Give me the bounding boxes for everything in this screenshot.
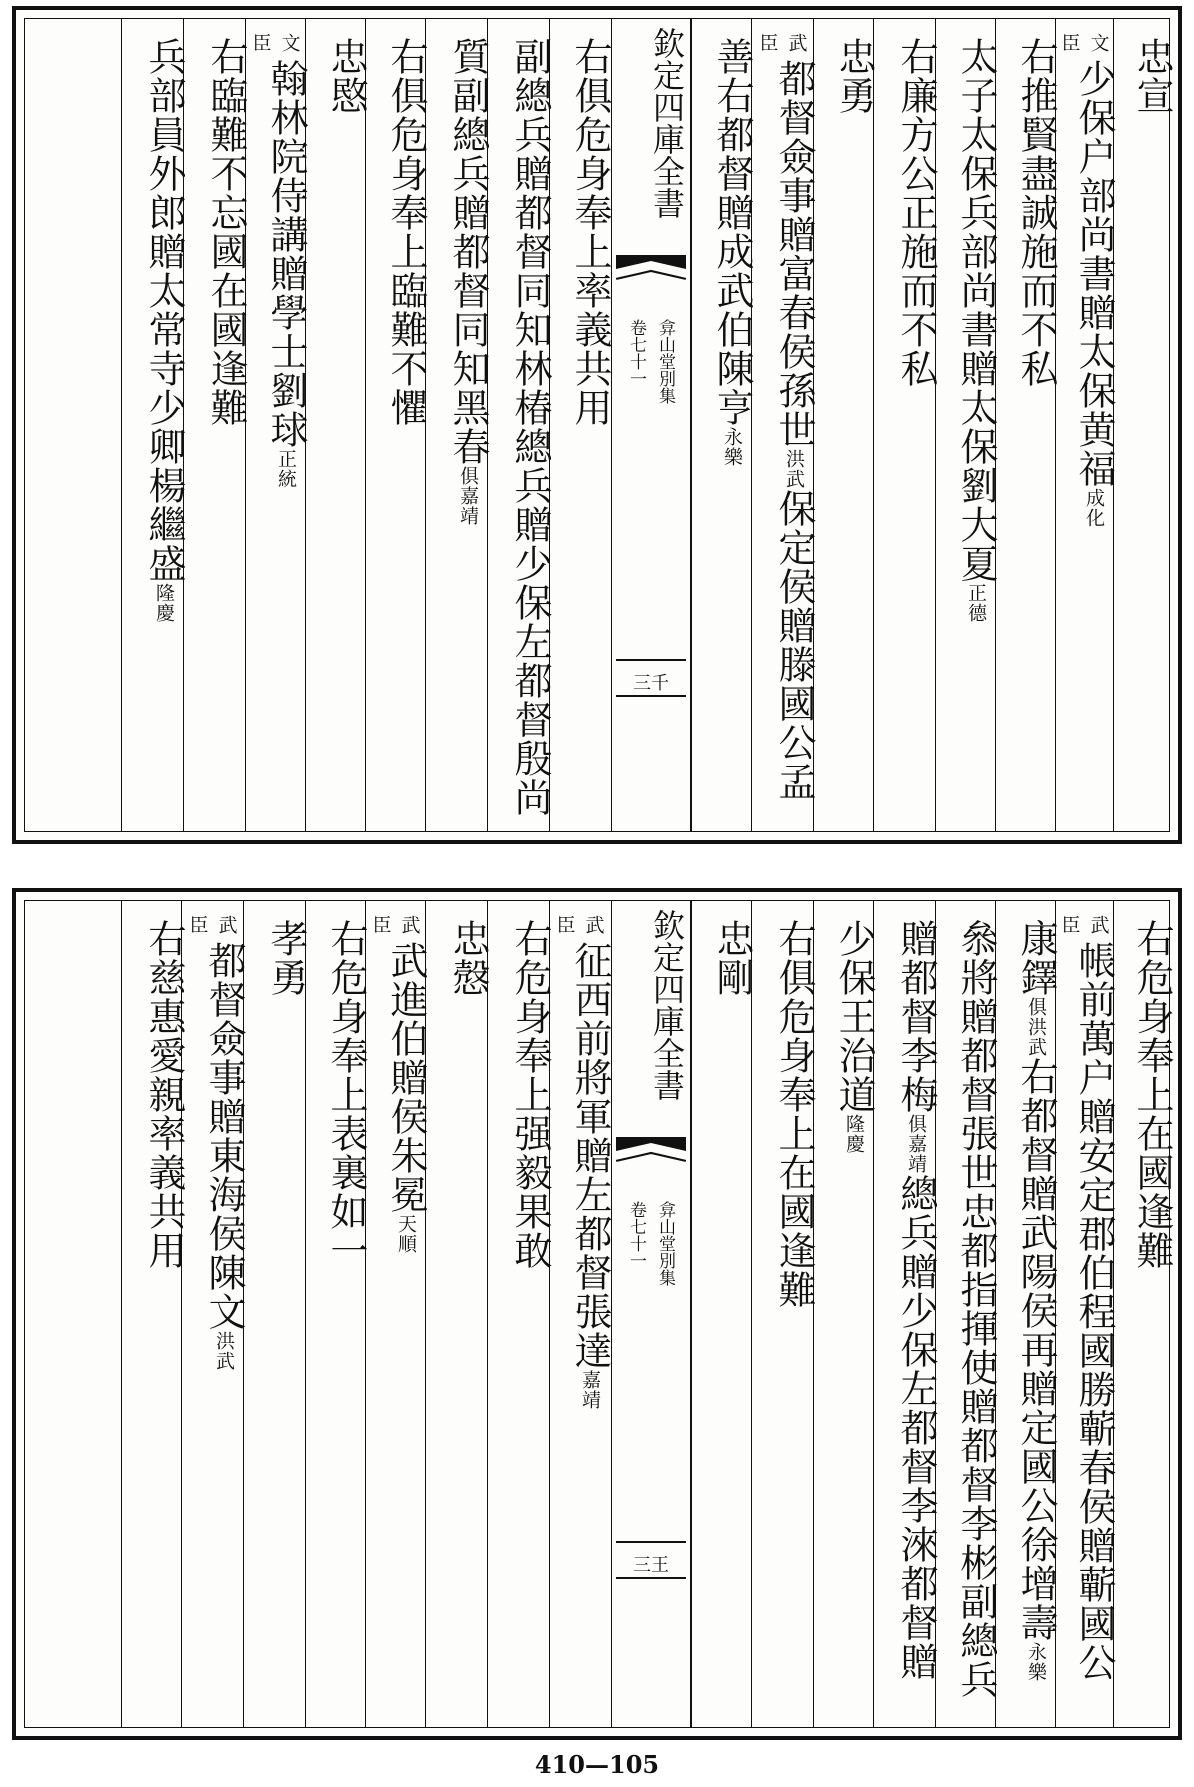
main-text: 善右都督贈成武伯陳亨 bbox=[710, 37, 754, 427]
prefix-char: 武 bbox=[215, 915, 238, 934]
main-text: 忠勇 bbox=[832, 37, 876, 115]
text-column bbox=[935, 901, 998, 1727]
volume-number: 卷七十一 bbox=[626, 1201, 646, 1269]
column-text bbox=[306, 37, 368, 115]
text-column bbox=[365, 901, 428, 1727]
text-column bbox=[691, 19, 754, 831]
column-prefix bbox=[182, 915, 243, 934]
column-text bbox=[936, 919, 998, 1699]
interlinear-note: 成化 bbox=[1083, 488, 1105, 528]
interlinear-note: 俱嘉靖 bbox=[457, 466, 479, 526]
text-column bbox=[549, 19, 612, 831]
banner-title: 欽定四庫全書 bbox=[648, 27, 686, 219]
text-column bbox=[1113, 901, 1174, 1727]
main-text: 贈都督李梅 bbox=[894, 919, 938, 1114]
prefix-char: 臣 bbox=[756, 33, 779, 52]
center-banner bbox=[611, 901, 691, 1727]
column-text bbox=[936, 37, 998, 623]
prefix-char: 臣 bbox=[186, 915, 209, 934]
prefix-char: 臣 bbox=[553, 915, 576, 934]
text-column bbox=[487, 901, 552, 1727]
main-text: 叅將贈都督張世忠都指揮使贈都督李彬副總兵 bbox=[954, 919, 998, 1699]
column-prefix bbox=[246, 33, 305, 52]
column-text bbox=[550, 941, 612, 1410]
prefix-char: 臣 bbox=[249, 33, 272, 52]
main-text: 右廉方公正施而不私 bbox=[894, 37, 938, 388]
text-column bbox=[305, 19, 368, 831]
interlinear-note: 俱洪武 bbox=[1025, 997, 1047, 1057]
column-text bbox=[366, 37, 428, 427]
prefix-char: 武 bbox=[1087, 915, 1110, 934]
column-text bbox=[426, 37, 490, 526]
leaf-rule bbox=[616, 659, 686, 661]
text-column bbox=[691, 901, 754, 1727]
interlinear-note: 洪武 bbox=[213, 1331, 235, 1371]
text-column bbox=[425, 901, 490, 1727]
main-text: 太子太保兵部尚書贈太保劉大夏 bbox=[954, 37, 998, 583]
interlinear-note: 洪武 bbox=[783, 449, 805, 489]
text-column bbox=[549, 901, 612, 1727]
text-column bbox=[995, 19, 1058, 831]
main-text: 武進伯贈侯朱冕 bbox=[384, 941, 428, 1214]
column-prefix bbox=[366, 915, 425, 934]
main-text: 右俱危身奉上臨難不懼 bbox=[384, 37, 428, 427]
text-column bbox=[305, 901, 368, 1727]
text-column bbox=[751, 901, 816, 1727]
column-text bbox=[184, 37, 248, 427]
main-text: 康鐸 bbox=[1014, 919, 1058, 997]
column-text bbox=[550, 37, 612, 427]
column-text bbox=[488, 919, 552, 1270]
bottom-page bbox=[12, 888, 1182, 1740]
text-column bbox=[243, 901, 308, 1727]
text-column bbox=[183, 19, 248, 831]
column-prefix bbox=[752, 33, 813, 52]
main-text: 少保王治道 bbox=[832, 919, 876, 1114]
book-info bbox=[612, 319, 690, 404]
column-text bbox=[752, 919, 816, 1309]
main-text: 右危身奉上强毅果敢 bbox=[508, 919, 552, 1270]
text-column bbox=[935, 19, 998, 831]
top-page bbox=[12, 6, 1182, 844]
column-text bbox=[692, 919, 754, 997]
column-text bbox=[488, 37, 552, 817]
main-text-continued: 總兵贈少保左都督李淶都督贈 bbox=[894, 1174, 938, 1681]
main-text: 忠慤 bbox=[446, 919, 490, 997]
main-text: 忠剛 bbox=[710, 919, 754, 997]
bottom-page-frame bbox=[24, 900, 1174, 1728]
main-text: 右俱危身奉上在國逢難 bbox=[772, 919, 816, 1309]
main-text: 都督僉事贈東海侯陳文 bbox=[202, 941, 246, 1331]
text-column bbox=[365, 19, 428, 831]
text-column bbox=[245, 19, 308, 831]
interlinear-note: 俱嘉靖 bbox=[905, 1114, 927, 1174]
text-column bbox=[1113, 19, 1174, 831]
interlinear-note: 隆慶 bbox=[153, 583, 175, 623]
main-text: 征西前將軍贈左都督張達 bbox=[568, 941, 612, 1370]
main-text: 右慈惠愛親率義共用 bbox=[142, 919, 186, 1270]
column-prefix bbox=[1056, 33, 1113, 52]
empty-column bbox=[61, 19, 121, 831]
text-column bbox=[487, 19, 552, 831]
main-text-continued: 右都督贈武陽侯再贈定國公徐增壽 bbox=[1014, 1057, 1058, 1642]
fish-tail-mark bbox=[616, 1137, 686, 1165]
column-text bbox=[182, 941, 246, 1371]
text-column bbox=[1055, 19, 1116, 831]
column-text bbox=[874, 919, 938, 1681]
column-text bbox=[874, 37, 938, 388]
book-title: 弇山堂別集 bbox=[655, 319, 675, 404]
banner-title: 欽定四庫全書 bbox=[648, 909, 686, 1101]
interlinear-note: 天順 bbox=[395, 1214, 417, 1254]
main-text: 右俱危身奉上率義共用 bbox=[568, 37, 612, 427]
main-text: 右臨難不忘國在國逢難 bbox=[204, 37, 248, 427]
column-text bbox=[246, 59, 308, 489]
main-text: 右推賢盡誠施而不私 bbox=[1014, 37, 1058, 388]
page-code: 410—105 bbox=[534, 1750, 660, 1779]
leaf-rule bbox=[616, 1541, 686, 1543]
column-text bbox=[1056, 59, 1116, 528]
interlinear-note: 正德 bbox=[965, 583, 987, 623]
book-title: 弇山堂別集 bbox=[655, 1201, 675, 1286]
main-text: 忠宣 bbox=[1130, 37, 1174, 115]
leaf-number: 三王 bbox=[633, 1555, 669, 1576]
empty-column bbox=[61, 901, 121, 1727]
interlinear-note: 嘉靖 bbox=[579, 1370, 601, 1410]
column-text bbox=[244, 919, 308, 997]
column-text bbox=[752, 59, 816, 801]
main-text: 孝勇 bbox=[264, 919, 308, 997]
main-text: 帳前萬户贈安定郡伯程國勝蘄春侯贈蘄國公 bbox=[1072, 941, 1116, 1682]
prefix-char: 武 bbox=[582, 915, 605, 934]
text-column bbox=[995, 901, 1058, 1727]
column-text bbox=[814, 37, 876, 115]
prefix-char: 文 bbox=[278, 33, 301, 52]
main-text: 副總兵贈都督同知林椿總兵贈少保左都督殷尚 bbox=[508, 37, 552, 817]
prefix-char: 臣 bbox=[369, 915, 392, 934]
main-text: 忠愍 bbox=[324, 37, 368, 115]
column-text bbox=[996, 37, 1058, 388]
column-text bbox=[1056, 941, 1116, 1682]
column-text bbox=[122, 919, 186, 1270]
book-info bbox=[612, 1201, 690, 1286]
text-column bbox=[873, 901, 938, 1727]
leaf-rule bbox=[616, 1577, 686, 1579]
text-column bbox=[425, 19, 490, 831]
fish-tail-mark bbox=[616, 255, 686, 283]
center-banner bbox=[611, 19, 691, 831]
main-text: 少保户部尚書贈太保黄福 bbox=[1072, 59, 1116, 488]
interlinear-note: 隆慶 bbox=[843, 1114, 865, 1154]
text-column bbox=[121, 19, 186, 831]
main-text-continued: 保定侯贈滕國公孟 bbox=[772, 489, 816, 801]
prefix-char: 武 bbox=[785, 33, 808, 52]
main-text: 質副總兵贈都督同知黑春 bbox=[446, 37, 490, 466]
prefix-char: 武 bbox=[398, 915, 421, 934]
column-prefix bbox=[550, 915, 609, 934]
text-column bbox=[813, 901, 876, 1727]
column-text bbox=[692, 37, 754, 467]
prefix-char: 文 bbox=[1087, 33, 1110, 52]
prefix-char: 臣 bbox=[1058, 915, 1081, 934]
column-text bbox=[1114, 37, 1174, 115]
text-column bbox=[181, 901, 246, 1727]
column-text bbox=[1114, 919, 1174, 1270]
main-text: 翰林院侍講贈學士劉球 bbox=[264, 59, 308, 449]
column-text bbox=[306, 919, 368, 1270]
interlinear-note: 正統 bbox=[275, 449, 297, 489]
column-text bbox=[814, 919, 876, 1154]
column-prefix bbox=[1056, 915, 1113, 934]
volume-number: 卷七十一 bbox=[626, 319, 646, 387]
top-page-frame bbox=[24, 18, 1174, 832]
leaf-number: 三千 bbox=[633, 673, 669, 694]
main-text: 都督僉事贈富春侯孫世 bbox=[772, 59, 816, 449]
interlinear-note: 永樂 bbox=[721, 427, 743, 467]
leaf-rule bbox=[616, 695, 686, 697]
interlinear-note: 永樂 bbox=[1025, 1642, 1047, 1682]
column-text bbox=[366, 941, 428, 1254]
column-text bbox=[996, 919, 1058, 1682]
main-text: 右危身奉上表裏如一 bbox=[324, 919, 368, 1270]
main-text: 兵部員外郎贈太常寺少卿楊繼盛 bbox=[142, 37, 186, 583]
prefix-char: 臣 bbox=[1058, 33, 1081, 52]
text-column bbox=[751, 19, 816, 831]
column-text bbox=[122, 37, 186, 623]
text-column bbox=[121, 901, 186, 1727]
text-column bbox=[873, 19, 938, 831]
text-column bbox=[813, 19, 876, 831]
main-text: 右危身奉上在國逢難 bbox=[1130, 919, 1174, 1270]
column-text bbox=[426, 919, 490, 997]
text-column bbox=[1055, 901, 1116, 1727]
